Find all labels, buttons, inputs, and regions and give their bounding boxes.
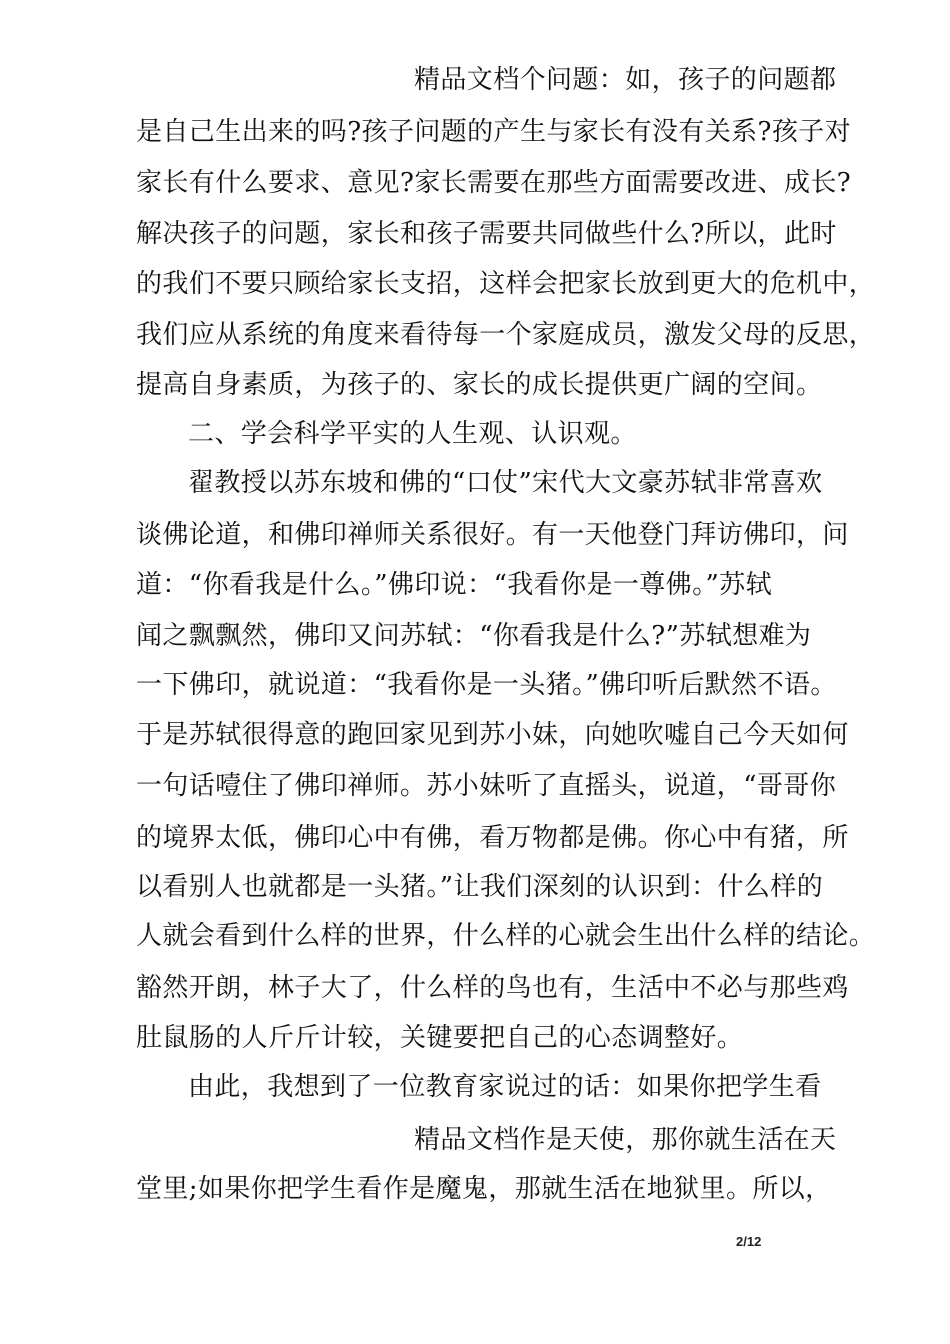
text-line: 的我们不要只顾给家长支招，这样会把家长放到更大的危机中， — [136, 269, 876, 299]
text-line: 堂里;如果你把学生看作是魔鬼，那就生活在地狱里。所以， — [136, 1174, 832, 1204]
text-line: 人就会看到什么样的世界，什么样的心就会生出什么样的结论。 — [136, 921, 876, 951]
text-line: 一下佛印，就说道：“我看你是一头猪。”佛印听后默然不语。 — [136, 670, 837, 700]
text-line: 提高自身素质，为孩子的、家长的成长提供更广阔的空间。 — [136, 370, 823, 400]
section-heading: 二、学会科学平实的人生观、认识观。 — [188, 419, 637, 449]
text-line: 解决孩子的问题，家长和孩子需要共同做些什么?所以，此时 — [136, 219, 837, 249]
text-line: 以看别人也就都是一头猪。”让我们深刻的认识到：什么样的 — [136, 872, 824, 902]
text-line: 精品文档个问题：如，孩子的问题都 — [414, 65, 837, 95]
text-line: 精品文档作是天使，那你就生活在天 — [414, 1125, 837, 1155]
text-line: 肚鼠肠的人斤斤计较，关键要把自己的心态调整好。 — [136, 1023, 744, 1053]
text-line: 豁然开朗，林子大了，什么样的鸟也有，生活中不必与那些鸡 — [136, 973, 849, 1003]
text-line: 翟教授以苏东坡和佛的“口仗”宋代大文豪苏轼非常喜欢 — [188, 468, 823, 498]
text-line: 我们应从系统的角度来看待每一个家庭成员，激发父母的反思， — [136, 320, 876, 350]
text-line: 由此，我想到了一位教育家说过的话：如果你把学生看 — [188, 1072, 822, 1102]
text-line: 的境界太低，佛印心中有佛，看万物都是佛。你心中有猪，所 — [136, 823, 849, 853]
text-line: 是自己生出来的吗?孩子问题的产生与家长有没有关系?孩子对 — [136, 117, 852, 147]
text-line: 一句话噎住了佛印禅师。苏小妹听了直摇头，说道，“哥哥你 — [136, 771, 837, 801]
text-line: 于是苏轼很得意的跑回家见到苏小妹，向她吹嘘自己今天如何 — [136, 720, 849, 750]
text-line: 闻之飘飘然，佛印又问苏轼：“你看我是什么?”苏轼想难为 — [136, 621, 812, 651]
page-number: 2/12 — [736, 1234, 762, 1249]
text-line: 谈佛论道，和佛印禅师关系很好。有一天他登门拜访佛印，问 — [136, 520, 849, 550]
text-line: 道：“你看我是什么。”佛印说：“我看你是一尊佛。”苏轼 — [136, 570, 772, 600]
text-line: 家长有什么要求、意见?家长需要在那些方面需要改进、成长? — [136, 168, 852, 198]
